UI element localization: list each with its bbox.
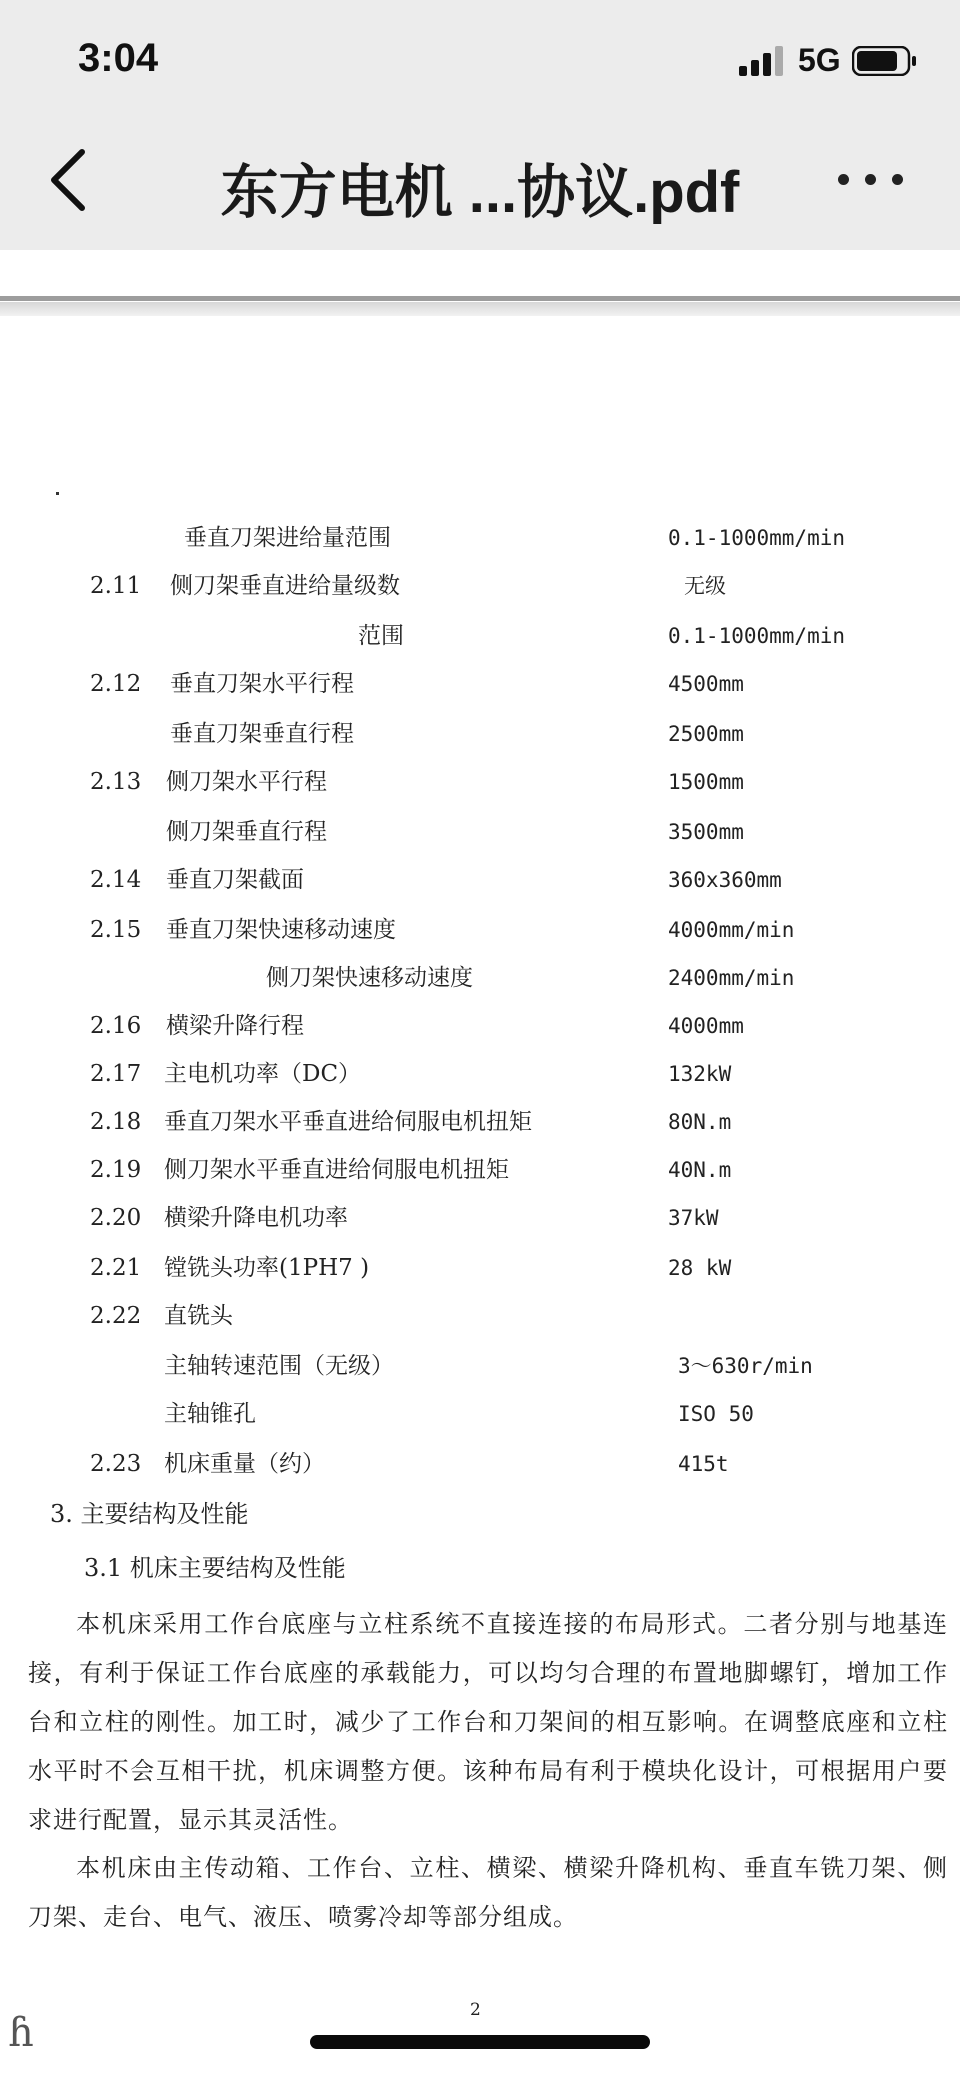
page-number: 2 [470, 2000, 481, 2020]
spec-number: 2.18 [90, 1109, 142, 1135]
spec-value: 0.1-1000mm/min [668, 624, 846, 648]
more-dot-icon [892, 174, 903, 185]
spec-number: 2.13 [90, 769, 142, 795]
spec-value: 3500mm [668, 820, 744, 844]
spec-label: 主轴锥孔 [164, 1401, 256, 1427]
spec-value: 无级 [684, 574, 726, 598]
handwritten-mark: ɦ [8, 2010, 34, 2056]
spec-number: 2.17 [90, 1061, 142, 1087]
spec-value: 1500mm [668, 770, 744, 794]
more-options-button[interactable] [830, 160, 930, 204]
spec-label: 主轴转速范围（无级） [164, 1353, 394, 1379]
more-dot-icon [865, 174, 876, 185]
paragraph: 本机床由主传动箱、工作台、立柱、横梁、横梁升降机构、垂直车铣刀架、侧刀架、走台、电气、液压、喷雾冷却等部分组成。 [28, 1854, 948, 1931]
spec-number: 2.15 [90, 917, 142, 943]
spec-value: 3～630r/min [678, 1354, 813, 1378]
section-heading: 3. 主要结构及性能 [50, 1500, 249, 1528]
spec-label: 侧刀架垂直进给量级数 [170, 573, 400, 599]
home-indicator[interactable] [310, 2035, 650, 2049]
spec-number: 2.14 [90, 867, 142, 893]
spec-value: 40N.m [668, 1158, 732, 1182]
spec-value: 4000mm/min [668, 918, 795, 942]
toolbar-divider [0, 296, 960, 301]
spec-label: 侧刀架垂直行程 [166, 819, 327, 845]
spec-number: 2.22 [90, 1303, 142, 1329]
more-dot-icon [838, 174, 849, 185]
top-bar [0, 0, 960, 250]
spec-number: 2.16 [90, 1013, 142, 1039]
spec-label: 垂直刀架截面 [166, 867, 304, 893]
spec-value: 415t [678, 1452, 729, 1476]
spec-number: 2.21 [90, 1255, 142, 1281]
spec-label: 范围 [358, 623, 404, 649]
spec-label: 直铣头 [164, 1303, 233, 1329]
spec-value: 80N.m [668, 1110, 732, 1134]
spec-label: 垂直刀架垂直行程 [170, 721, 354, 747]
spec-value: 132kW [668, 1062, 732, 1086]
spec-number: 2.20 [90, 1205, 142, 1231]
subsection-heading: 3.1 机床主要结构及性能 [84, 1554, 346, 1582]
spec-label: 主电机功率（DC） [164, 1061, 362, 1087]
spec-label: 垂直刀架水平垂直进给伺服电机扭矩 [164, 1109, 532, 1135]
spec-label: 侧刀架快速移动速度 [266, 965, 473, 991]
spec-label: 侧刀架水平垂直进给伺服电机扭矩 [164, 1157, 509, 1183]
spec-label: 垂直刀架进给量范围 [184, 525, 391, 551]
toolbar-shadow [0, 302, 960, 316]
battery-icon [852, 46, 918, 76]
spec-number: 2.11 [90, 573, 142, 599]
spec-number: 2.12 [90, 671, 142, 697]
spec-value: 4500mm [668, 672, 744, 696]
status-time: 3:04 [78, 36, 159, 80]
spec-value: 2400mm/min [668, 966, 795, 990]
spec-value: 360x360mm [668, 868, 782, 892]
spec-label: 垂直刀架水平行程 [170, 671, 354, 697]
spec-value: 37kW [668, 1206, 719, 1230]
back-button[interactable] [40, 140, 100, 220]
network-label: 5G [798, 42, 841, 78]
spec-value: 4000mm [668, 1014, 744, 1038]
paragraph: 本机床采用工作台底座与立柱系统不直接连接的布局形式。二者分别与地基连接，有利于保证工作台底座的承载能力，可以均匀合理的布置地脚螺钉，增加工作台和立柱的刚性。加工时，减少了工作台和刀架间的相互影响。在调整底座和立柱水平时不会互相干扰，机床调整方便。该种布局有利于模块化设计，可根据用户要求进行配置，显示其灵活性。 [28, 1610, 948, 1834]
spec-label: 侧刀架水平行程 [166, 769, 327, 795]
spec-value: 28 kW [668, 1256, 732, 1280]
spec-label: 横梁升降行程 [166, 1013, 304, 1039]
scan-speck [56, 492, 59, 495]
spec-value: 2500mm [668, 722, 744, 746]
chevron-left-icon [40, 140, 100, 220]
spec-label: 机床重量（约） [164, 1451, 325, 1477]
spec-label: 垂直刀架快速移动速度 [166, 917, 396, 943]
signal-icon [739, 46, 787, 76]
spec-value: ISO 50 [678, 1402, 754, 1426]
spec-number: 2.19 [90, 1157, 142, 1183]
spec-label: 横梁升降电机功率 [164, 1205, 348, 1231]
document-title: 东方电机 ...协议.pdf [220, 160, 740, 225]
spec-number: 2.23 [90, 1451, 142, 1477]
spec-label: 镗铣头功率(1PH7 ) [164, 1255, 370, 1281]
pdf-page[interactable] [0, 316, 960, 2079]
spec-value: 0.1-1000mm/min [668, 526, 846, 550]
